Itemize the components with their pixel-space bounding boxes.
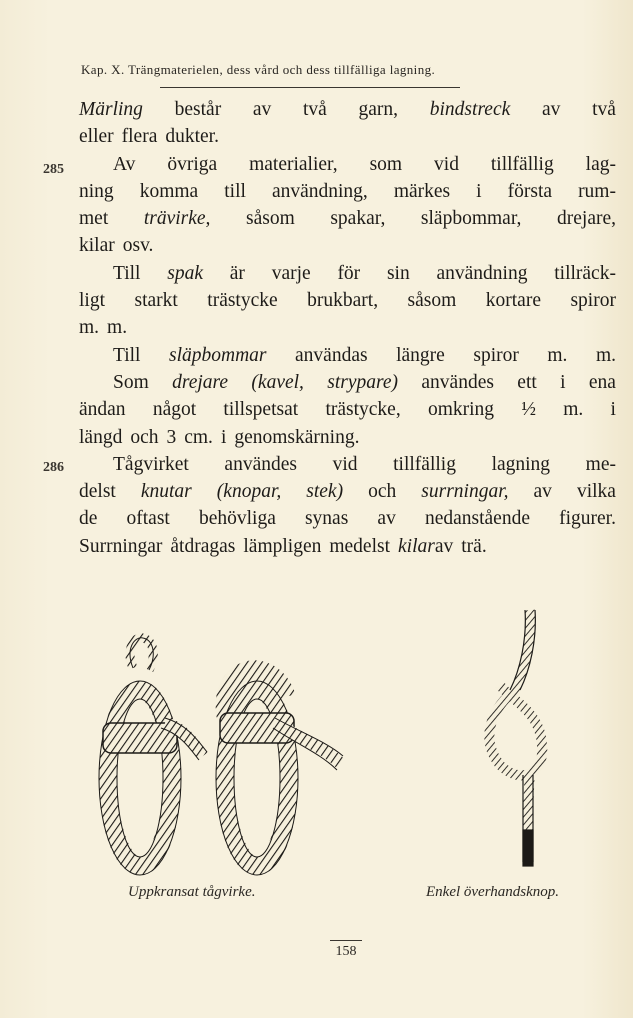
overhand-knot-figure xyxy=(470,600,580,875)
text-line xyxy=(79,232,616,259)
word: rum- xyxy=(578,180,616,202)
word: av xyxy=(434,535,454,557)
word: vid xyxy=(332,453,358,475)
word: Som xyxy=(113,371,149,393)
word: släpbommar, xyxy=(420,208,522,230)
word: de xyxy=(79,508,98,530)
text-line xyxy=(79,205,616,232)
word: övriga xyxy=(167,153,218,175)
text-line xyxy=(79,342,616,369)
word: knutar xyxy=(140,481,192,503)
word: för xyxy=(337,262,361,284)
figure-caption-right: Enkel överhandsknop. xyxy=(426,884,560,900)
figure-caption-left: Uppkransat tågvirke. xyxy=(128,884,256,900)
word: ligt xyxy=(79,290,106,312)
word: består xyxy=(174,99,222,120)
text-line xyxy=(79,533,616,560)
word: längd xyxy=(79,426,123,448)
word: drejare xyxy=(172,371,229,393)
word: m. xyxy=(547,344,568,366)
word: i xyxy=(560,371,566,393)
word: ½ xyxy=(521,399,536,421)
running-head: Kap. X. Trängmaterielen, dess vård och dess tillfälliga lagning. xyxy=(81,62,436,77)
word: (knopar, xyxy=(216,481,282,503)
word: av xyxy=(252,99,272,120)
rope-coil-left xyxy=(99,638,207,875)
word: surrningar, xyxy=(421,481,509,503)
word: delst xyxy=(79,481,116,503)
word: trävirke, xyxy=(143,208,211,230)
word: tillräck- xyxy=(554,262,616,284)
text-line xyxy=(79,123,616,150)
text-line xyxy=(79,396,616,423)
word: användning xyxy=(436,262,528,284)
word: Till xyxy=(113,344,141,366)
text-line xyxy=(79,96,616,123)
word: tillspetsat xyxy=(223,399,299,421)
word: användas xyxy=(295,344,368,366)
word: användning, xyxy=(271,180,368,202)
word: ett xyxy=(517,371,537,393)
word: spakar, xyxy=(330,208,386,230)
word: omkring xyxy=(427,399,495,421)
text-line xyxy=(79,478,616,505)
word: materialier, xyxy=(249,153,338,175)
word: behövliga xyxy=(198,508,276,530)
word: ändan xyxy=(79,399,126,421)
word: trä. xyxy=(461,535,487,557)
word: m. xyxy=(595,344,616,366)
word: längre xyxy=(396,344,445,366)
word: vilka xyxy=(576,481,616,503)
word: lag- xyxy=(585,153,616,175)
word: met xyxy=(79,208,109,230)
word: Av xyxy=(113,153,136,175)
word: drejare, xyxy=(557,208,616,230)
word: spak xyxy=(167,262,203,284)
margin-number-286: 286 xyxy=(43,460,64,475)
word: i xyxy=(220,426,227,448)
word: märkes xyxy=(393,180,451,202)
text-line xyxy=(79,505,616,532)
text-line xyxy=(79,369,616,396)
word: brukbart, xyxy=(307,290,379,312)
text-line xyxy=(79,424,616,451)
word: två xyxy=(303,99,327,120)
word: eller xyxy=(79,126,114,148)
word: två xyxy=(592,99,616,120)
word: ena xyxy=(588,371,616,393)
word: Surrningar xyxy=(79,535,163,557)
word: av xyxy=(533,481,552,503)
word: såsom xyxy=(246,208,295,230)
word: varje xyxy=(271,262,311,284)
word: Till xyxy=(113,262,141,284)
word: av xyxy=(377,508,396,530)
word: något xyxy=(152,399,197,421)
word: i xyxy=(476,180,482,202)
text-line xyxy=(79,451,616,478)
word: av xyxy=(541,99,561,120)
word: tillfällig xyxy=(490,153,554,175)
word: stek) xyxy=(306,481,344,503)
text-line xyxy=(79,314,616,341)
word: cm. xyxy=(184,426,213,448)
coiled-rope-figure xyxy=(95,628,350,878)
word: oftast xyxy=(126,508,170,530)
word: figurer. xyxy=(559,508,616,530)
word: spiror xyxy=(473,344,519,366)
word: Tågvirket xyxy=(113,453,189,475)
text-line xyxy=(79,287,616,314)
word: och xyxy=(368,481,397,503)
overhand-knot xyxy=(489,610,542,866)
page-number: 158 xyxy=(335,944,357,959)
word: är xyxy=(229,262,245,284)
word: till xyxy=(224,180,246,202)
word: m. xyxy=(107,317,128,339)
word: såsom xyxy=(407,290,457,312)
word: (kavel, xyxy=(251,371,304,393)
word: bindstreck xyxy=(429,99,511,120)
word: flera xyxy=(121,126,158,148)
margin-number-285: 285 xyxy=(43,162,64,177)
rope-coil-right xyxy=(216,673,343,875)
word: m. xyxy=(79,317,100,339)
word: kilar xyxy=(398,535,435,557)
body-text xyxy=(79,96,616,560)
word: me- xyxy=(585,453,616,475)
word: trästycke, xyxy=(325,399,401,421)
word: användes xyxy=(224,453,297,475)
word: strypare) xyxy=(327,371,399,393)
word: lagning xyxy=(491,453,551,475)
word: komma xyxy=(139,180,199,202)
word: åtdragas xyxy=(170,535,236,557)
word: starkt xyxy=(134,290,178,312)
word: 3 xyxy=(166,426,177,448)
page-number-rule xyxy=(330,940,362,941)
word: ning xyxy=(79,180,114,202)
word: osv. xyxy=(122,235,154,257)
header-rule xyxy=(160,87,460,88)
word: Märling xyxy=(79,99,143,120)
word: som xyxy=(369,153,403,175)
word: genomskärning. xyxy=(234,426,360,448)
word: i xyxy=(610,399,616,421)
word: tillfällig xyxy=(393,453,456,475)
word: användes xyxy=(421,371,494,393)
word: släpbommar xyxy=(169,344,267,366)
text-line xyxy=(79,151,616,178)
word: och xyxy=(130,426,159,448)
word: m. xyxy=(563,399,584,421)
word: sin xyxy=(386,262,410,284)
word: synas xyxy=(304,508,349,530)
word: nedanstående xyxy=(424,508,530,530)
word: trästycke xyxy=(207,290,278,312)
word: dukter. xyxy=(165,126,219,148)
word: kilar xyxy=(79,235,115,257)
word: garn, xyxy=(358,99,399,120)
text-line xyxy=(79,260,616,287)
text-line xyxy=(79,178,616,205)
word: spiror xyxy=(570,290,616,312)
word: kortare xyxy=(485,290,541,312)
word: lämpligen xyxy=(243,535,322,557)
word: första xyxy=(507,180,553,202)
word: vid xyxy=(434,153,459,175)
word: medelst xyxy=(329,535,391,557)
